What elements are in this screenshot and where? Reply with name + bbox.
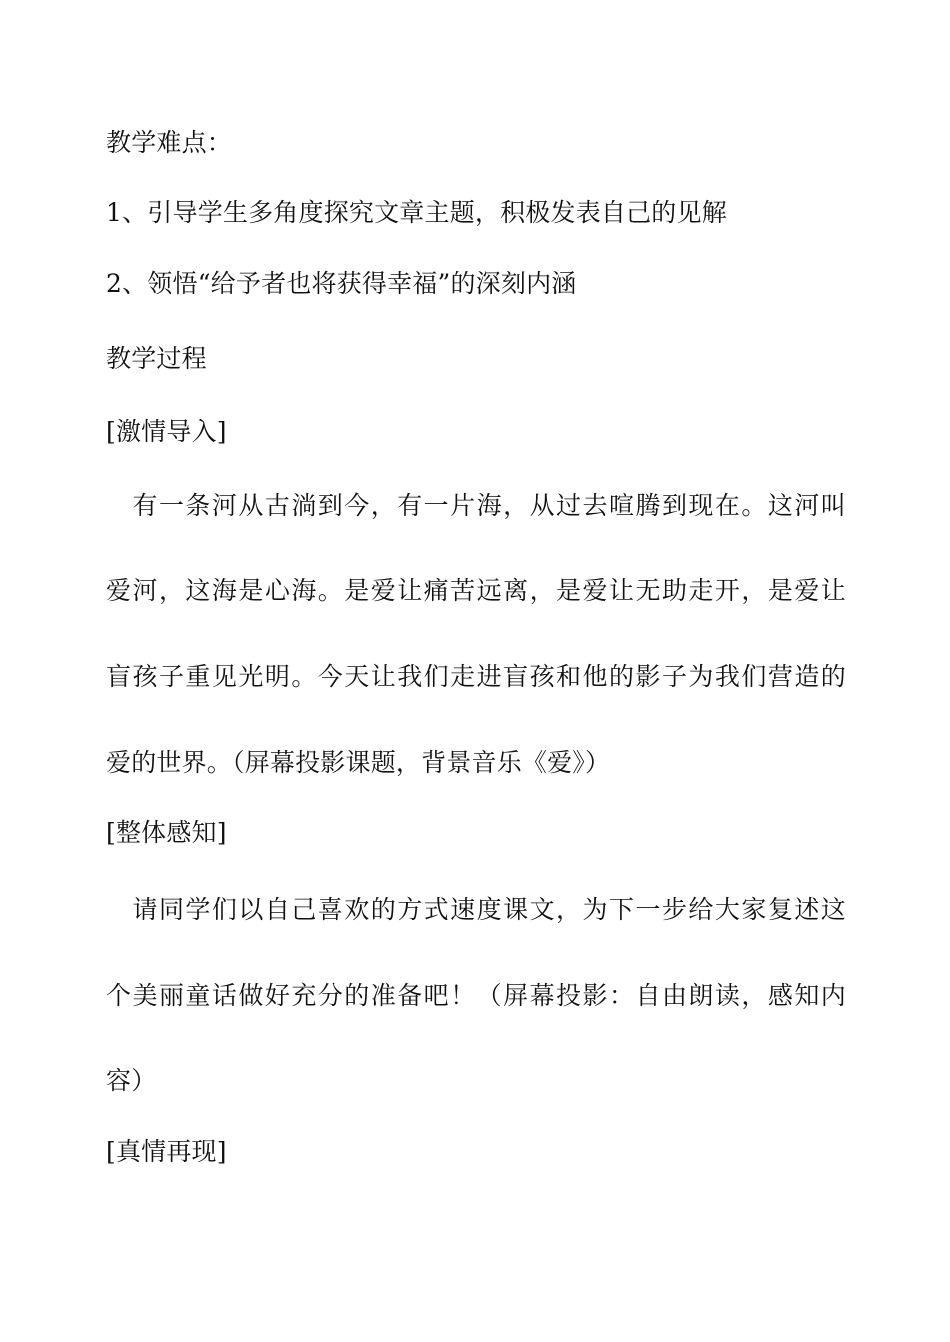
- heading-teaching-process: 教学过程: [106, 344, 207, 373]
- paragraph-perception-line-1: 请同学们以自己喜欢的方式速度课文，为下一步给大家复述这: [106, 895, 846, 924]
- section-true-feelings: [真情再现]: [106, 1137, 227, 1166]
- heading-teaching-difficulties: 教学难点：: [106, 128, 233, 157]
- paragraph-intro-line-2: 爱河，这海是心海。是爱让痛苦远离，是爱让无助走开，是爱让: [106, 576, 846, 605]
- section-passionate-intro: [激情导入]: [106, 417, 227, 446]
- paragraph-intro-line-4: 爱的世界。（屏幕投影课题，背景音乐《爱》）: [106, 748, 611, 777]
- paragraph-perception-line-3: 容）: [106, 1066, 157, 1095]
- paragraph-perception-line-2: 个美丽童话做好充分的准备吧！（屏幕投影：自由朗读，感知内: [106, 981, 846, 1010]
- section-overall-perception: [整体感知]: [106, 818, 227, 847]
- paragraph-intro-line-1: 有一条河从古淌到今，有一片海，从过去喧腾到现在。这河叫: [106, 491, 846, 520]
- difficulty-item-2: 2、领悟“给予者也将获得幸福”的深刻内涵: [106, 269, 577, 298]
- paragraph-intro-line-3: 盲孩子重见光明。今天让我们走进盲孩和他的影子为我们营造的: [106, 662, 846, 691]
- difficulty-item-1: 1、引导学生多角度探究文章主题，积极发表自己的见解: [106, 198, 727, 227]
